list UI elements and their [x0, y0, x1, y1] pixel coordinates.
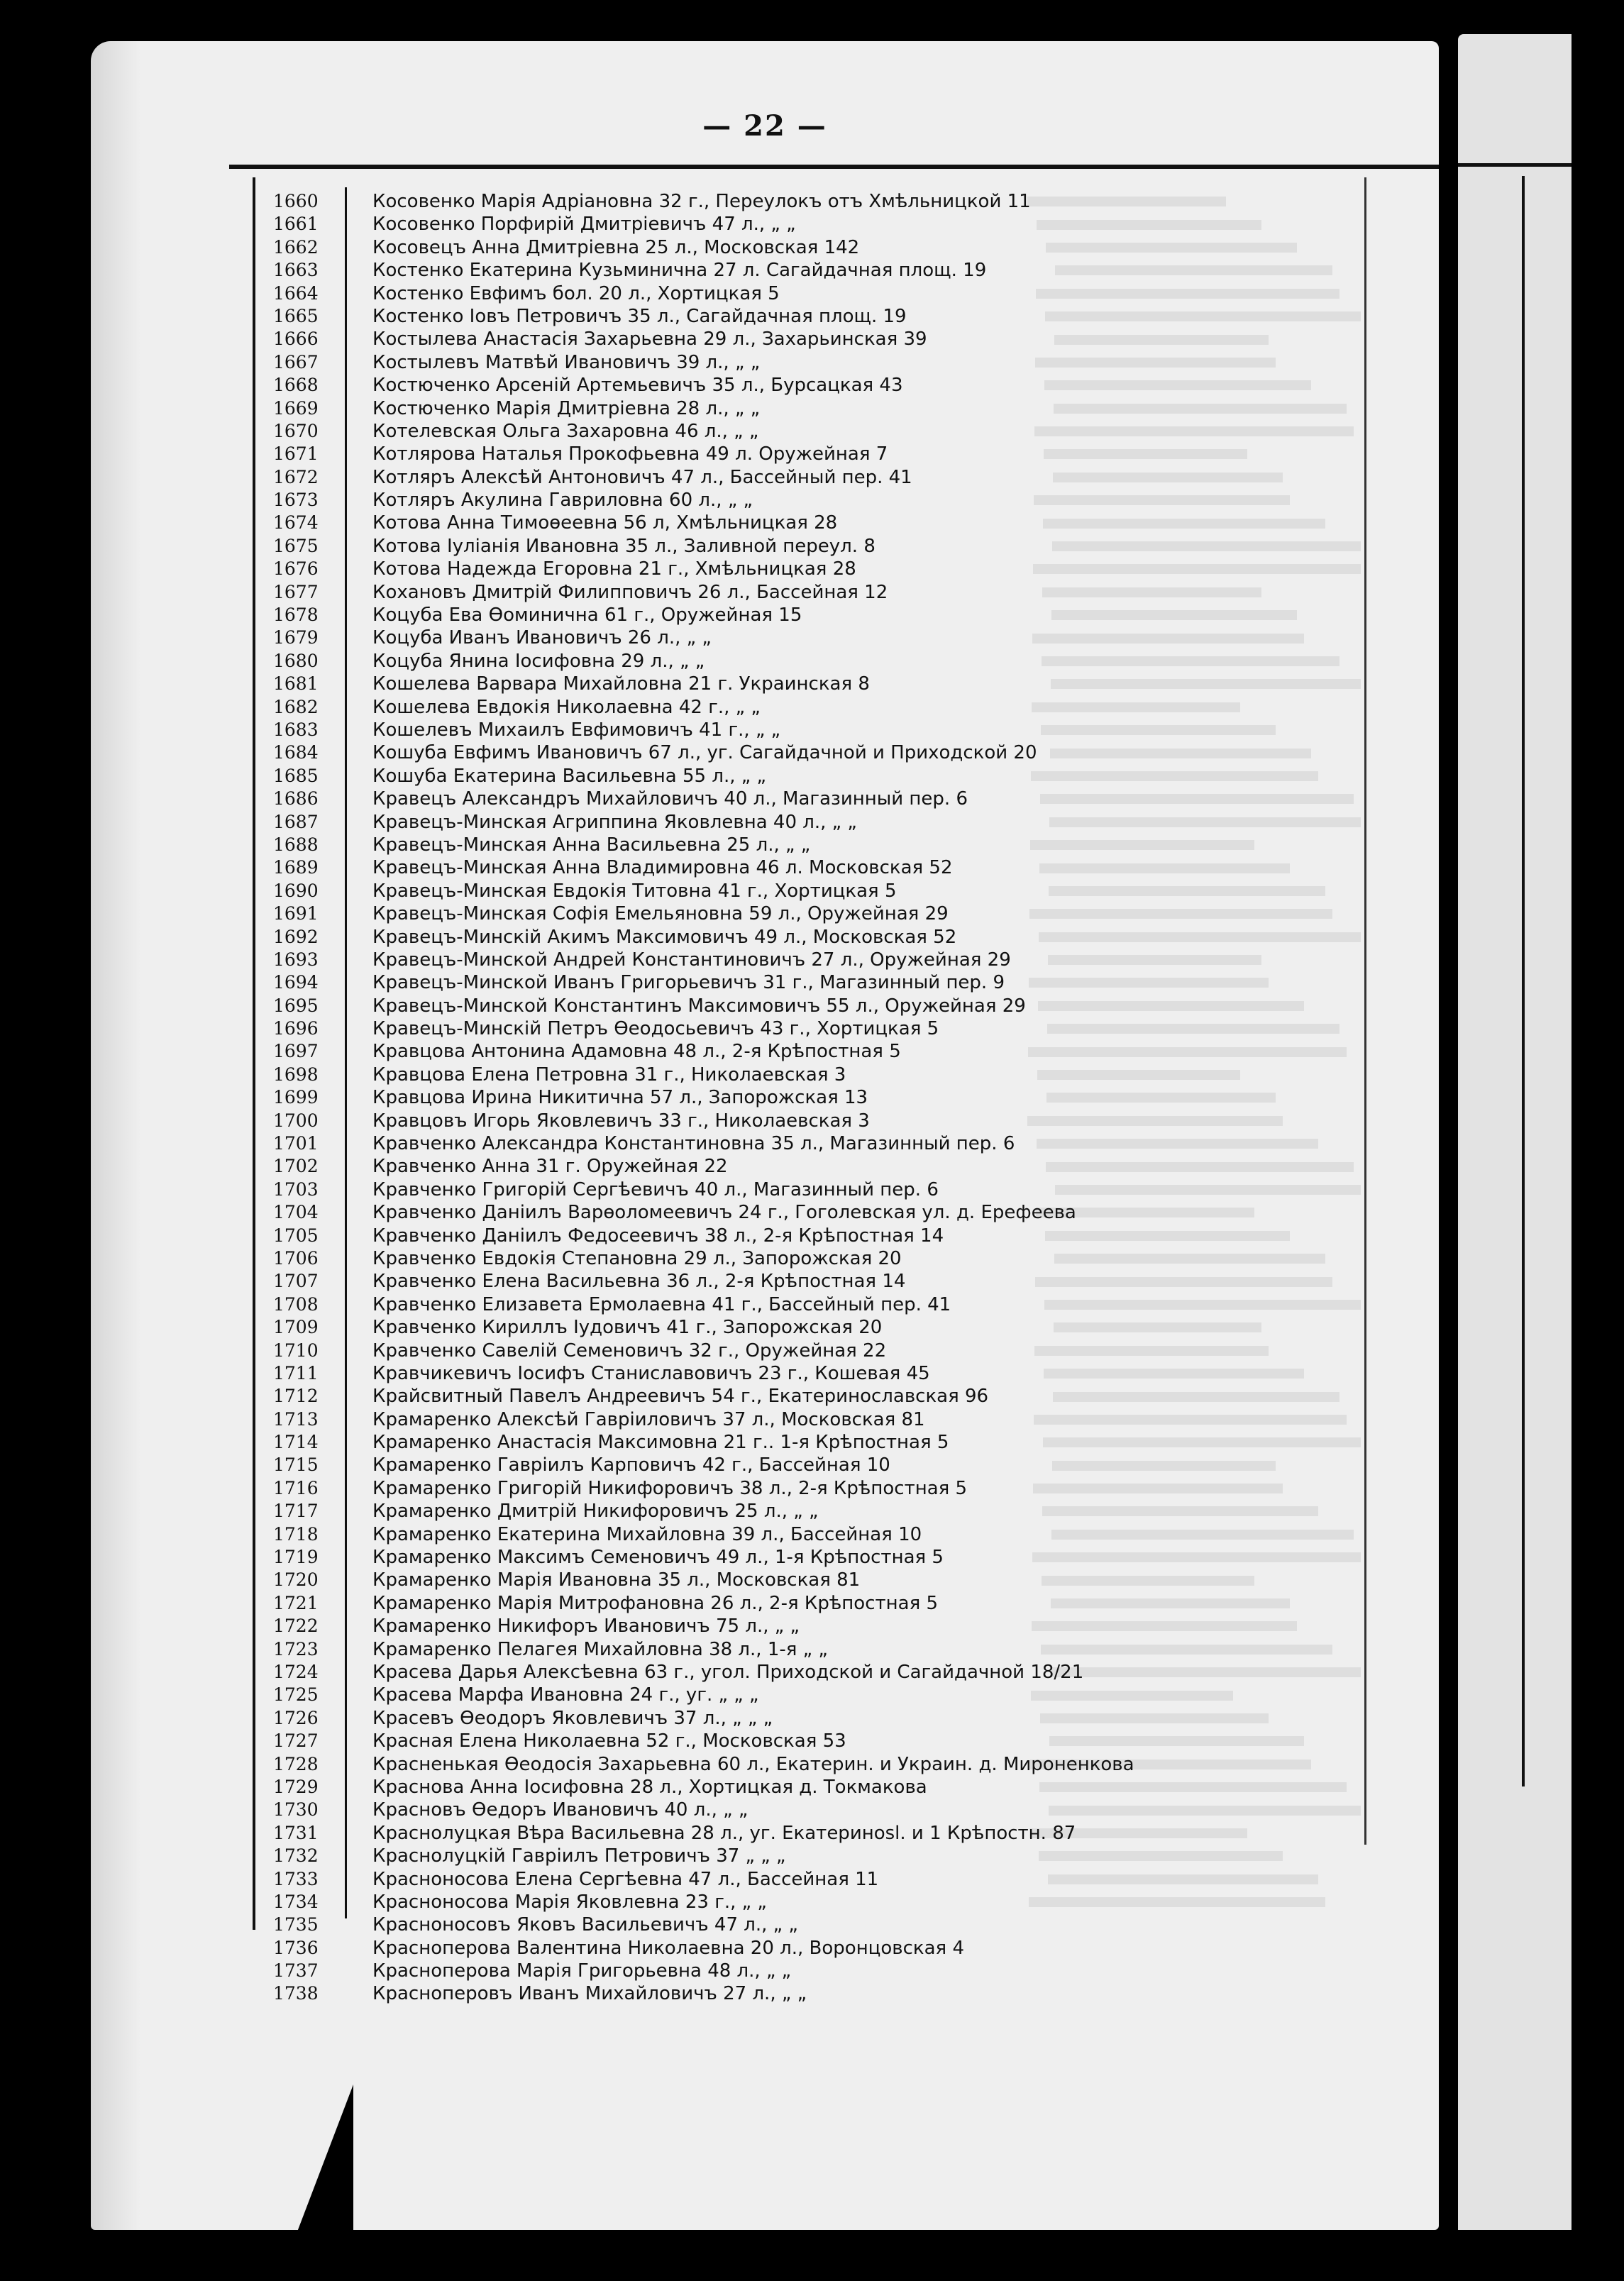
entry-number: 1729 — [273, 1776, 319, 1797]
entry-number: 1725 — [273, 1684, 319, 1706]
entry-text: Красноносовъ Яковъ Васильевичъ 47 л., „ „ — [372, 1914, 798, 1936]
entry-number: 1681 — [273, 673, 319, 695]
list-item — [91, 1132, 1361, 1155]
list-item — [91, 351, 1361, 374]
entry-number: 1677 — [273, 581, 319, 602]
entry-text: Кравецъ-Минской Иванъ Григорьевичъ 31 г., Магазинный пер. 9 — [372, 972, 1005, 994]
list-item — [91, 1178, 1361, 1201]
entry-text: Кошуба Евфимъ Ивановичъ 67 л., уг. Сагайдачной и Приходской 20 — [372, 742, 1037, 764]
entry-text: Кравцова Антонина Адамовна 48 л., 2-я Крѣпостная 5 — [372, 1041, 901, 1063]
entry-text: Коцуба Ева Ѳоминична 61 г., Оружейная 15 — [372, 604, 802, 626]
entry-number: 1719 — [273, 1547, 319, 1568]
entry-text: Кравецъ-Минскій Петръ Ѳеодосьевичъ 43 г., Хортицкая 5 — [372, 1018, 939, 1040]
list-item — [91, 1110, 1361, 1132]
entry-text: Красевъ Ѳеодоръ Яковлевичъ 37 л., „ „ „ — [372, 1707, 773, 1729]
entry-text: Кравецъ Александръ Михайловичъ 40 л., Магазинный пер. 6 — [372, 788, 968, 810]
list-item — [91, 420, 1361, 443]
entry-number: 1708 — [273, 1293, 319, 1315]
list-item — [91, 512, 1361, 534]
entry-number: 1686 — [273, 788, 319, 810]
list-item — [91, 626, 1361, 649]
entry-number: 1687 — [273, 811, 319, 832]
list-item — [91, 1776, 1361, 1799]
entry-number: 1715 — [273, 1454, 319, 1476]
list-item — [91, 926, 1361, 949]
entry-number: 1688 — [273, 834, 319, 855]
entry-number: 1665 — [273, 305, 319, 326]
entry-text: Кравченко Григорій Сергѣевичъ 40 л., Магазинный пер. 6 — [372, 1178, 939, 1200]
entry-number: 1679 — [273, 627, 319, 648]
list-item — [91, 1225, 1361, 1247]
list-item — [91, 1546, 1361, 1569]
list-item — [91, 995, 1361, 1017]
entry-number: 1660 — [273, 191, 319, 211]
entry-number: 1673 — [273, 490, 319, 511]
entry-number: 1696 — [273, 1018, 319, 1039]
list-item — [91, 788, 1361, 810]
entry-number: 1699 — [273, 1087, 319, 1108]
list-item — [91, 1270, 1361, 1293]
adjacent-page-rule — [1458, 163, 1571, 167]
entry-text: Кравченко Александра Константиновна 35 л., Магазинный пер. 6 — [372, 1133, 1015, 1155]
list-item — [91, 1247, 1361, 1270]
entry-number: 1668 — [273, 375, 319, 396]
list-item — [91, 1960, 1361, 1982]
entry-text: Кравецъ-Минскій Акимъ Максимовичъ 49 л., Московская 52 — [372, 926, 957, 948]
entry-text: Краснова Анна Іосифовна 28 л., Хортицкая д. Токмакова — [372, 1776, 927, 1798]
entry-number: 1693 — [273, 949, 319, 970]
entry-text: Кошелева Евдокія Николаевна 42 г., „ „ — [372, 696, 761, 718]
entry-text: Кравченко Евдокія Степановна 29 л., Запорожская 20 — [372, 1247, 902, 1269]
list-item — [91, 811, 1361, 834]
list-item — [91, 443, 1361, 465]
list-item — [91, 190, 1361, 213]
entry-number: 1724 — [273, 1662, 319, 1682]
entry-number: 1711 — [273, 1362, 319, 1383]
list-item — [91, 1822, 1361, 1845]
entry-text: Крамаренко Григорій Никифоровичъ 38 л., 2-я Крѣпостная 5 — [372, 1477, 968, 1499]
torn-corner — [297, 2084, 353, 2230]
entry-text: Кравченко Даніилъ Варѳоломеевичъ 24 г., Гоголевская ул. д. Ерефеева — [372, 1202, 1076, 1224]
entry-text: Кравцова Ирина Никитична 57 л., Запорожская 13 — [372, 1087, 868, 1109]
list-item — [91, 1408, 1361, 1431]
entry-number: 1662 — [273, 236, 319, 258]
entry-text: Костылева Анастасія Захарьевна 29 л., Захарьинская 39 — [372, 328, 927, 350]
entry-number: 1663 — [273, 260, 319, 281]
list-item — [91, 949, 1361, 971]
entry-text: Красева Дарья Алексѣевна 63 г., угол. Приходской и Сагайдачной 18/21 — [372, 1662, 1084, 1683]
list-item — [91, 765, 1361, 788]
entry-text: Крамаренко Анастасія Максимовна 21 г.. 1-я Крѣпостная 5 — [372, 1432, 949, 1454]
list-item — [91, 650, 1361, 673]
adjacent-page-column-line — [1522, 176, 1525, 1786]
list-item — [91, 1730, 1361, 1752]
list-item — [91, 719, 1361, 741]
entry-number: 1722 — [273, 1616, 319, 1637]
entry-number: 1680 — [273, 650, 319, 671]
entry-number: 1670 — [273, 420, 319, 441]
entry-text: Котова Іуліанія Ивановна 35 л., Заливной переул. 8 — [372, 535, 875, 557]
entry-text: Крамаренко Гавріилъ Карповичъ 42 г., Бассейная 10 — [372, 1454, 890, 1476]
entry-number: 1697 — [273, 1041, 319, 1062]
entry-number: 1732 — [273, 1845, 319, 1867]
entry-text: Кравцова Елена Петровна 31 г., Николаевская 3 — [372, 1064, 846, 1086]
entry-text: Красноносова Марія Яковлевна 23 г., „ „ — [372, 1891, 767, 1913]
entry-number: 1706 — [273, 1247, 319, 1269]
entry-text: Котелевская Ольга Захаровна 46 л., „ „ — [372, 420, 759, 442]
list-item — [91, 1891, 1361, 1913]
entry-text: Красева Марфа Ивановна 24 г., уг. „ „ „ — [372, 1684, 759, 1706]
entry-number: 1731 — [273, 1822, 319, 1843]
entry-text: Кравецъ-Минской Андрей Константиновичъ 27 л., Оружейная 29 — [372, 949, 1011, 971]
list-item — [91, 1293, 1361, 1316]
list-item — [91, 1937, 1361, 1960]
list-item — [91, 1523, 1361, 1546]
list-item — [91, 236, 1361, 259]
entry-text: Костылевъ Матвѣй Ивановичъ 39 л., „ „ — [372, 351, 761, 373]
entry-number: 1674 — [273, 512, 319, 534]
entry-number: 1728 — [273, 1753, 319, 1774]
entry-text: Кравчикевичъ Іосифъ Станиславовичъ 23 г., Кошевая 45 — [372, 1362, 930, 1384]
entry-text: Котлярова Наталья Прокофьевна 49 л. Оружейная 7 — [372, 443, 888, 465]
entry-number: 1727 — [273, 1730, 319, 1752]
entry-text: Кохановъ Дмитрій Филипповичъ 26 л., Бассейная 12 — [372, 581, 888, 603]
entry-number: 1709 — [273, 1317, 319, 1338]
adjacent-page-edge — [1458, 34, 1571, 2230]
entry-text: Кошелевъ Михаилъ Евфимовичъ 41 г., „ „ — [372, 719, 781, 741]
list-item — [91, 1431, 1361, 1454]
list-item — [91, 1500, 1361, 1523]
entry-text: Крамаренко Никифоръ Ивановичъ 75 л., „ „ — [372, 1616, 800, 1637]
list-item — [91, 466, 1361, 489]
list-item — [91, 856, 1361, 879]
entry-number: 1707 — [273, 1271, 319, 1292]
entry-number: 1723 — [273, 1638, 319, 1659]
entry-text: Кравченко Анна 31 г. Оружейная 22 — [372, 1156, 728, 1178]
entry-number: 1737 — [273, 1960, 319, 1982]
entry-text: Крамаренко Алексѣй Гавріиловичъ 37 л., Московская 81 — [372, 1408, 925, 1430]
entry-text: Кравченко Савелій Семеновичъ 32 г., Оружейная 22 — [372, 1340, 887, 1362]
entry-text: Котляръ Акулина Гавриловна 60 л., „ „ — [372, 490, 753, 512]
list-item — [91, 1086, 1361, 1109]
list-item — [91, 1362, 1361, 1385]
entry-number: 1703 — [273, 1178, 319, 1200]
list-item — [91, 1569, 1361, 1591]
entry-text: Кравецъ-Минская Агриппина Яковлевна 40 л., „ „ — [372, 811, 857, 833]
entry-text: Крамаренко Марія Ивановна 35 л., Московская 81 — [372, 1569, 861, 1591]
list-item — [91, 1477, 1361, 1500]
list-item — [91, 213, 1361, 236]
entry-number: 1712 — [273, 1386, 319, 1407]
entry-text: Кравцовъ Игорь Яковлевичъ 33 г., Николаевская 3 — [372, 1110, 870, 1132]
entry-text: Красноперова Валентина Николаевна 20 л., Воронцовская 4 — [372, 1937, 964, 1959]
entry-number: 1690 — [273, 880, 319, 901]
list-item — [91, 1684, 1361, 1706]
list-item — [91, 1913, 1361, 1936]
entry-text: Котляръ Алексѣй Антоновичъ 47 л., Бассейный пер. 41 — [372, 466, 912, 488]
list-item — [91, 1017, 1361, 1040]
entry-number: 1717 — [273, 1501, 319, 1522]
entry-text: Крамаренко Марія Митрофановна 26 л., 2-я Крѣпостная 5 — [372, 1592, 939, 1614]
entry-text: Красновъ Ѳедоръ Ивановичъ 40 л., „ „ — [372, 1799, 749, 1821]
entry-number: 1721 — [273, 1592, 319, 1613]
entry-text: Кравецъ-Минская Анна Васильевна 25 л., „ „ — [372, 834, 811, 856]
table-right-border — [1364, 177, 1366, 1845]
entry-number: 1683 — [273, 719, 319, 740]
page-number: — 22 — — [702, 109, 827, 143]
entry-number: 1692 — [273, 926, 319, 947]
entry-text: Косовенко Марія Адріановна 32 г., Переулокъ отъ Хмѣльницкой 11 — [372, 191, 1031, 212]
list-item — [91, 673, 1361, 695]
entry-number: 1694 — [273, 972, 319, 993]
entry-number: 1678 — [273, 604, 319, 626]
entry-text: Косовецъ Анна Дмитріевна 25 л., Московская 142 — [372, 236, 860, 258]
entry-number: 1716 — [273, 1477, 319, 1498]
list-item — [91, 1155, 1361, 1178]
list-item — [91, 581, 1361, 604]
list-item — [91, 1868, 1361, 1891]
entry-text: Краснолуцкій Гавріилъ Петровичъ 37 „ „ „ — [372, 1845, 786, 1867]
entry-text: Костюченко Арсеній Артемьевичъ 35 л., Бурсацкая 43 — [372, 375, 903, 397]
entry-text: Крамаренко Екатерина Михайловна 39 л., Бассейная 10 — [372, 1523, 922, 1545]
entry-text: Коцуба Янина Іосифовна 29 л., „ „ — [372, 650, 705, 672]
entry-text: Крамаренко Пелагея Михайловна 38 л., 1-я „ „ — [372, 1638, 828, 1660]
document-page — [91, 41, 1439, 2230]
entry-number: 1689 — [273, 857, 319, 878]
list-item — [91, 1753, 1361, 1776]
entry-number: 1705 — [273, 1225, 319, 1246]
entry-text: Крамаренко Максимъ Семеновичъ 49 л., 1-я Крѣпостная 5 — [372, 1547, 944, 1569]
entry-text: Кравченко Елена Васильевна 36 л., 2-я Крѣпостная 14 — [372, 1271, 906, 1293]
entry-text: Красноперова Марія Григорьевна 48 л., „ „ — [372, 1960, 792, 1982]
entry-text: Кравченко Даніилъ Федосеевичъ 38 л., 2-я Крѣпостная 14 — [372, 1225, 944, 1247]
list-item — [91, 1592, 1361, 1615]
list-item — [91, 1201, 1361, 1224]
entry-number: 1735 — [273, 1914, 319, 1935]
entry-number: 1718 — [273, 1523, 319, 1545]
list-item — [91, 328, 1361, 350]
entry-text: Котова Анна Тимоѳеевна 56 л, Хмѣльницкая 28 — [372, 512, 838, 534]
entry-text: Кошелева Варвара Михайловна 21 г. Украинская 8 — [372, 673, 870, 695]
list-item — [91, 397, 1361, 420]
entry-text: Кравецъ-Минская Софія Емельяновна 59 л., Оружейная 29 — [372, 903, 949, 925]
entry-number: 1730 — [273, 1799, 319, 1821]
list-item — [91, 971, 1361, 994]
list-item — [91, 1064, 1361, 1086]
entry-number: 1720 — [273, 1569, 319, 1591]
list-item — [91, 1040, 1361, 1063]
entry-text: Косовенко Порфирій Дмитріевичъ 47 л., „ „ — [372, 214, 796, 236]
entry-text: Красноносова Елена Сергѣевна 47 л., Бассейная 11 — [372, 1868, 879, 1890]
list-item — [91, 1316, 1361, 1339]
list-item — [91, 834, 1361, 856]
entry-number: 1667 — [273, 351, 319, 372]
entry-text: Красненькая Ѳеодосія Захарьевна 60 л., Екатерин. и Украин. д. Мироненкова — [372, 1753, 1134, 1775]
entry-number: 1702 — [273, 1156, 319, 1177]
entry-number: 1666 — [273, 328, 319, 350]
list-item — [91, 1845, 1361, 1867]
entry-number: 1701 — [273, 1133, 319, 1154]
entry-number: 1664 — [273, 282, 319, 304]
list-item — [91, 1661, 1361, 1684]
list-item — [91, 374, 1361, 397]
entry-number: 1675 — [273, 535, 319, 556]
entry-text: Кошуба Екатерина Васильевна 55 л., „ „ — [372, 765, 766, 787]
list-item — [91, 902, 1361, 925]
list-item — [91, 1340, 1361, 1362]
list-item — [91, 604, 1361, 626]
entry-number: 1695 — [273, 995, 319, 1016]
entry-number: 1733 — [273, 1868, 319, 1889]
entry-number: 1738 — [273, 1983, 319, 2004]
list-item — [91, 696, 1361, 719]
entry-number: 1734 — [273, 1891, 319, 1912]
entry-number: 1671 — [273, 443, 319, 465]
list-item — [91, 1638, 1361, 1661]
entry-number: 1672 — [273, 466, 319, 487]
entry-text: Костенко Евфимъ бол. 20 л., Хортицкая 5 — [372, 282, 780, 304]
list-item — [91, 282, 1361, 305]
list-item — [91, 1385, 1361, 1408]
entry-text: Кравченко Кириллъ Іудовичъ 41 г., Запорожская 20 — [372, 1317, 883, 1339]
entry-text: Костюченко Марія Дмитріевна 28 л., „ „ — [372, 397, 761, 419]
entry-number: 1704 — [273, 1202, 319, 1223]
register-list — [91, 190, 1361, 2006]
list-item — [91, 259, 1361, 282]
entry-number: 1691 — [273, 903, 319, 924]
entry-number: 1700 — [273, 1110, 319, 1131]
list-item — [91, 1707, 1361, 1730]
list-item — [91, 305, 1361, 328]
list-item — [91, 558, 1361, 580]
entry-number: 1736 — [273, 1937, 319, 1958]
entry-text: Костенко Екатерина Кузьминична 27 л. Сагайдачная площ. 19 — [372, 260, 987, 282]
entry-number: 1714 — [273, 1432, 319, 1453]
list-item — [91, 1799, 1361, 1821]
entry-text: Красная Елена Николаевна 52 г., Московская 53 — [372, 1730, 846, 1752]
list-item — [91, 1615, 1361, 1637]
list-item — [91, 535, 1361, 558]
entry-text: Кравецъ-Минской Константинъ Максимовичъ 55 л., Оружейная 29 — [372, 995, 1026, 1017]
list-item — [91, 741, 1361, 764]
list-item — [91, 880, 1361, 902]
header-rule — [229, 165, 1439, 169]
entry-number: 1661 — [273, 214, 319, 235]
entry-number: 1682 — [273, 696, 319, 717]
entry-number: 1684 — [273, 742, 319, 763]
entry-number: 1710 — [273, 1340, 319, 1361]
entry-number: 1676 — [273, 558, 319, 580]
entry-text: Краснолуцкая Вѣра Васильевна 28 л., уг. Екатеринosl. и 1 Крѣпостн. 87 — [372, 1822, 1076, 1844]
entry-text: Кравецъ-Минская Евдокія Титовна 41 г., Хортицкая 5 — [372, 880, 897, 902]
list-item — [91, 489, 1361, 512]
list-item — [91, 1454, 1361, 1476]
entry-text: Кравченко Елизавета Ермолаевна 41 г., Бассейный пер. 41 — [372, 1293, 951, 1315]
entry-number: 1698 — [273, 1064, 319, 1085]
entry-number: 1713 — [273, 1408, 319, 1430]
entry-text: Костенко Іовъ Петровичъ 35 л., Сагайдачная площ. 19 — [372, 305, 907, 327]
entry-text: Крамаренко Дмитрій Никифоровичъ 25 л., „ „ — [372, 1501, 819, 1523]
entry-number: 1669 — [273, 397, 319, 419]
entry-text: Кравецъ-Минская Анна Владимировна 46 л. Московская 52 — [372, 857, 953, 879]
entry-text: Котова Надежда Егоровна 21 г., Хмѣльницкая 28 — [372, 558, 856, 580]
entry-text: Красноперовъ Иванъ Михайловичъ 27 л., „ „ — [372, 1983, 807, 2005]
list-item — [91, 1982, 1361, 2005]
entry-number: 1685 — [273, 765, 319, 786]
entry-text: Крайсвитный Павелъ Андреевичъ 54 г., Екатеринославская 96 — [372, 1386, 989, 1408]
entry-number: 1726 — [273, 1707, 319, 1728]
entry-text: Коцуба Иванъ Ивановичъ 26 л., „ „ — [372, 627, 712, 649]
